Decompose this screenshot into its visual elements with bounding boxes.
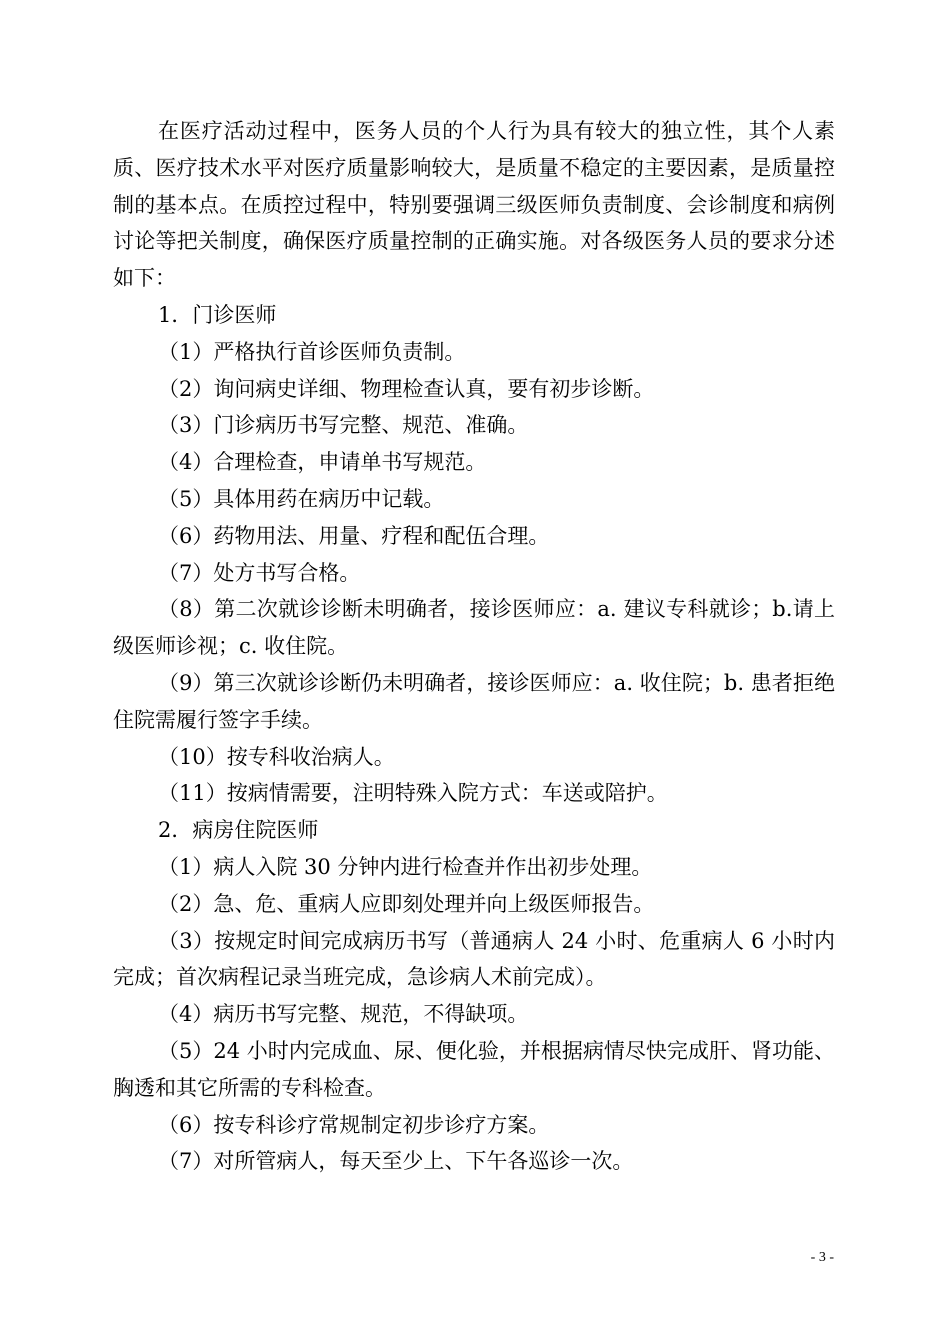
document-body [113,113,835,1180]
list-item: （7）对所管病人，每天至少上、下午各巡诊一次。 [158,1149,634,1174]
list-item: （7）处方书写合格。 [158,560,361,585]
list-item: （4）合理检查，申请单书写规范。 [158,450,487,475]
list-item: （3）按规定时间完成病历书写（普通病人 24 小时、危重病人 6 小时内完成；首次病程记录当班完成，急诊病人术前完成）。 [113,928,835,990]
page-number: - 3 - [810,1250,834,1265]
section-heading-outpatient: 1．门诊医师 [158,302,277,327]
list-item: （8）第二次就诊诊断未明确者，接诊医师应：a. 建议专科就诊；b.请上级医师诊视；c. 收住院。 [113,597,835,659]
section-heading-ward: 2．病房住院医师 [158,818,319,843]
list-item: （5）具体用药在病历中记载。 [158,486,445,511]
list-item: （3）门诊病历书写完整、规范、准确。 [158,413,529,438]
list-item: （10）按专科收治病人。 [158,744,395,769]
list-item: （9）第三次就诊诊断仍未明确者，接诊医师应：a. 收住院；b. 患者拒绝住院需履行签字手续。 [113,670,835,732]
list-item: （2）询问病史详细、物理检查认真，要有初步诊断。 [158,376,655,401]
list-item: （1）严格执行首诊医师负责制。 [158,339,466,364]
list-item: （4）病历书写完整、规范，不得缺项。 [158,1002,529,1027]
list-item: （5）24 小时内完成血、尿、便化验，并根据病情尽快完成肝、肾功能、胸透和其它所需的专科检查。 [113,1038,835,1100]
list-item: （11）按病情需要，注明特殊入院方式：车送或陪护。 [158,781,668,806]
intro-paragraph: 在医疗活动过程中，医务人员的个人行为具有较大的独立性，其个人素质、医疗技术水平对医疗质量影响较大，是质量不稳定的主要因素，是质量控制的基本点。在质控过程中，特别要强调三级医师负责制度、会诊制度和病例讨论等把关制度，确保医疗质量控制的正确实施。对各级医务人员的要求分述如下： [113,119,835,291]
list-item: （6）药物用法、用量、疗程和配伍合理。 [158,523,550,548]
list-item: （2）急、危、重病人应即刻处理并向上级医师报告。 [158,891,655,916]
list-item: （6）按专科诊疗常规制定初步诊疗方案。 [158,1112,550,1137]
list-item: （1）病人入院 30 分钟内进行检查并作出初步处理。 [158,854,653,879]
